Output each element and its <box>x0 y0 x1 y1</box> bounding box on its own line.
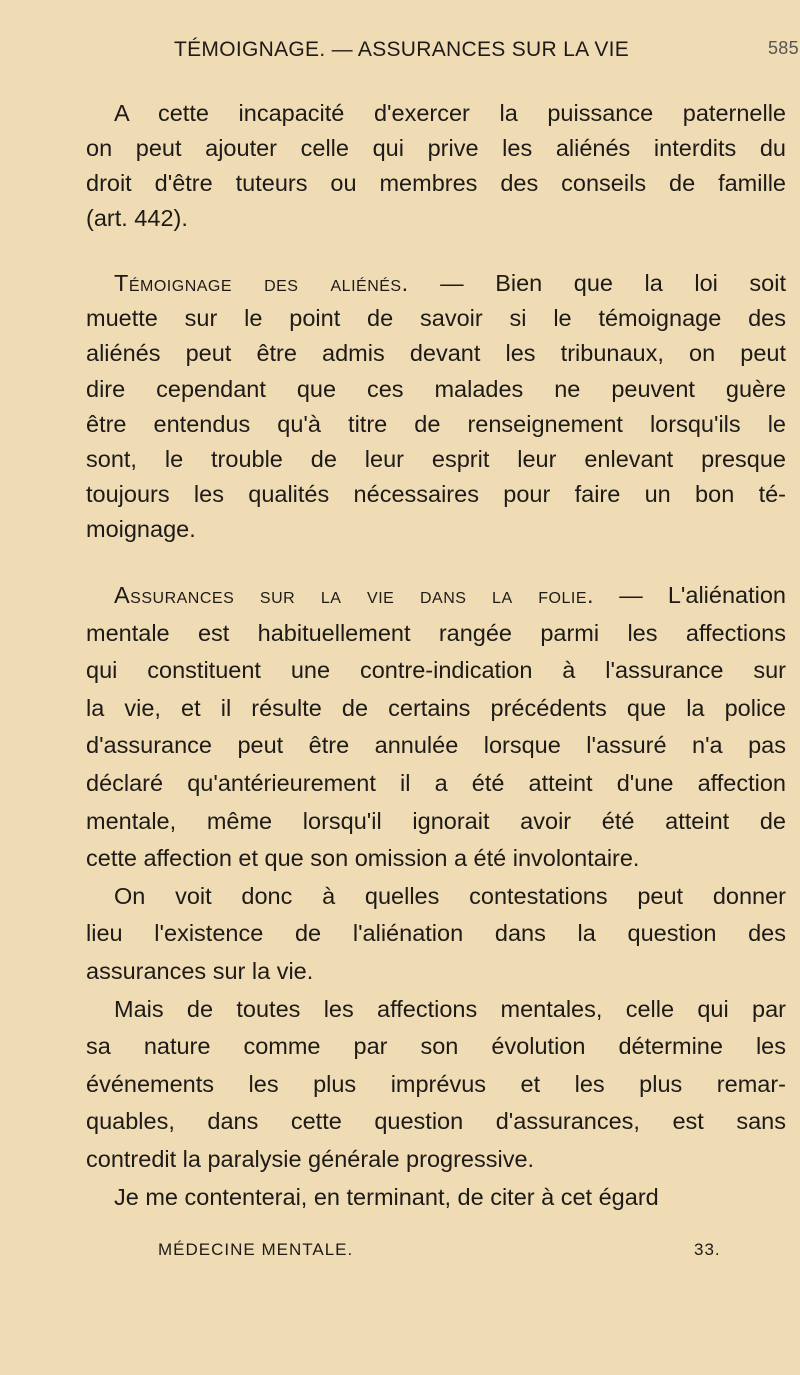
line-text: on peut ajouter celle qui prive les aliénés interdits du <box>86 135 786 161</box>
line-text: moignage. <box>86 516 196 543</box>
footer-signature-title: MÉDECINE MENTALE. <box>158 1240 354 1259</box>
line-text: muette sur le point de savoir si le témoignage des <box>86 305 786 332</box>
line-text: mentale est habituellement rangée parmi les affections <box>86 619 786 646</box>
line-text: lieu l'existence de l'aliénation dans la question des <box>86 920 786 947</box>
line-text: être entendus qu'à titre de renseignement lorsqu'ils le <box>86 410 786 437</box>
line-text: quables, dans cette question d'assurances, est sans <box>86 1108 786 1135</box>
text-line <box>86 170 786 200</box>
section-heading: Assurances sur la vie dans la folie. <box>114 582 595 608</box>
text-line <box>86 205 786 235</box>
text-line <box>86 808 786 838</box>
text-line <box>86 305 786 335</box>
text-line <box>86 958 786 988</box>
line-text: déclaré qu'antérieurement il a été atteint d'une affection <box>86 770 786 796</box>
text-line <box>114 996 786 1026</box>
text-line <box>86 446 786 476</box>
line-text: sa nature comme par son évolution détermine les <box>86 1033 786 1060</box>
text-line <box>86 695 786 725</box>
text-line <box>86 135 786 165</box>
line-text: droit d'être tuteurs ou membres des conseils de famille <box>86 170 786 196</box>
line-text: — L'aliénation <box>594 582 786 608</box>
text-line <box>86 376 786 406</box>
line-text: événements les plus imprévus et les plus remar- <box>86 1070 786 1097</box>
line-text: (art. 442). <box>86 205 188 231</box>
line-text: aliénés peut être admis devant les tribunaux, on peut <box>86 340 786 367</box>
line-text: toujours les qualités nécessaires pour faire un bon té- <box>86 481 786 508</box>
text-line <box>86 1033 786 1063</box>
text-line <box>86 770 786 800</box>
text-line <box>86 1071 786 1101</box>
line-text: sont, le trouble de leur esprit leur enlevant presque <box>86 446 786 472</box>
line-text: qui constituent une contre-indication à l'assurance sur <box>86 657 786 684</box>
line-text: Je me contenterai, en terminant, de citer à cet égard <box>114 1183 659 1210</box>
text-line <box>114 582 786 612</box>
text-line <box>114 270 786 300</box>
line-text: Mais de toutes les affections mentales, celle qui par <box>114 995 786 1022</box>
page-number: 585 <box>768 38 799 58</box>
text-line <box>86 845 786 875</box>
text-line <box>86 620 786 650</box>
line-text: A cette incapacité d'exercer la puissance paternelle <box>114 100 786 126</box>
text-line <box>86 516 786 546</box>
text-line <box>114 883 786 913</box>
footer-signature-mark: 33. <box>694 1240 721 1259</box>
text-line <box>86 1108 786 1138</box>
running-head: TÉMOIGNAGE. — ASSURANCES SUR LA VIE <box>174 38 630 61</box>
section-heading: Témoignage des aliénés. <box>114 270 409 296</box>
text-line <box>86 920 786 950</box>
line-text: d'assurance peut être annulée lorsque l'assuré n'a pas <box>86 732 786 759</box>
line-text: cette affection et que son omission a été involontaire. <box>86 845 640 872</box>
line-text: — Bien que la loi soit <box>408 270 786 296</box>
line-text: On voit donc à quelles contestations peut donner <box>114 882 786 909</box>
line-text: contredit la paralysie générale progressive. <box>86 1146 535 1172</box>
text-line <box>86 657 786 687</box>
line-text: la vie, et il résulte de certains précédents que la police <box>86 694 786 721</box>
line-text: assurances sur la vie. <box>86 958 314 984</box>
text-line <box>86 340 786 370</box>
text-line <box>114 1184 786 1214</box>
text-line <box>86 411 786 441</box>
line-text: dire cependant que ces malades ne peuvent guère <box>86 375 786 402</box>
text-line <box>86 732 786 762</box>
text-line <box>86 481 786 511</box>
line-text: mentale, même lorsqu'il ignorait avoir été atteint de <box>86 807 786 834</box>
text-line <box>114 100 786 130</box>
text-line <box>86 1146 786 1176</box>
